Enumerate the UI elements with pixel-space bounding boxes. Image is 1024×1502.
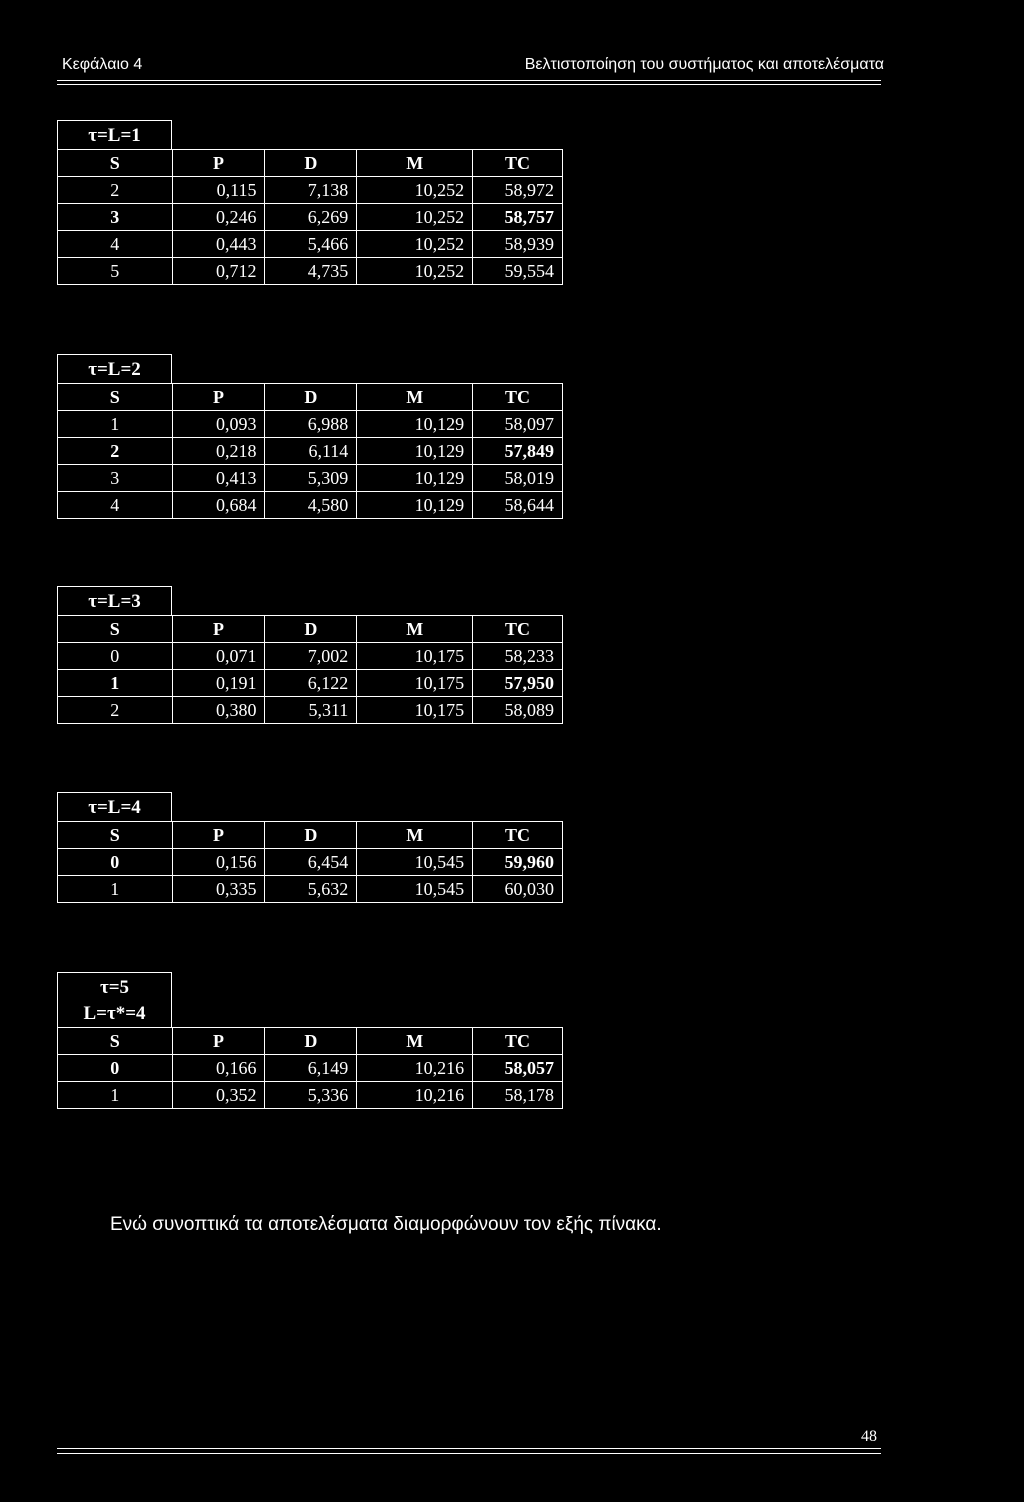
- table-cell-s: 3: [58, 465, 173, 492]
- table-cell-p: 0,335: [172, 876, 265, 903]
- table-cell-s: 1: [58, 876, 173, 903]
- table-cell-tc: 58,178: [473, 1082, 563, 1109]
- table-cell-s: 2: [58, 177, 173, 204]
- table-cell-tc: 58,233: [473, 643, 563, 670]
- table-cell-d: 4,735: [265, 258, 357, 285]
- column-header: S: [58, 150, 173, 177]
- chapter-label: Κεφάλαιο 4: [62, 56, 143, 73]
- table-cell-tc: 59,554: [473, 258, 563, 285]
- table-cell-d: 6,269: [265, 204, 357, 231]
- table-cell-s: 1: [58, 1082, 173, 1109]
- column-header: P: [172, 1028, 265, 1055]
- footer-rule-top: [57, 1448, 881, 1449]
- results-table-block: [57, 586, 563, 724]
- table-cell-s: 2: [58, 697, 173, 724]
- table-cell-d: 6,149: [265, 1055, 357, 1082]
- column-header: S: [58, 384, 173, 411]
- table-cell-d: 6,114: [265, 438, 357, 465]
- table-cell-tc: 58,972: [473, 177, 563, 204]
- table-cell-tc: 58,939: [473, 231, 563, 258]
- table-row: [58, 1082, 563, 1109]
- table-cell-m: 10,545: [357, 849, 473, 876]
- table-header-row: [58, 1028, 563, 1055]
- table-row: [58, 670, 563, 697]
- column-header: P: [172, 616, 265, 643]
- table-row: [58, 465, 563, 492]
- table-caption: [57, 586, 172, 615]
- table-cell-d: 7,002: [265, 643, 357, 670]
- table-cell-p: 0,380: [172, 697, 265, 724]
- column-header: M: [357, 822, 473, 849]
- table-cell-tc: 58,097: [473, 411, 563, 438]
- table-row: [58, 643, 563, 670]
- table-caption: [57, 792, 172, 821]
- table-cell-m: 10,129: [357, 465, 473, 492]
- table-cell-d: 7,138: [265, 177, 357, 204]
- table-row: [58, 411, 563, 438]
- column-header: P: [172, 384, 265, 411]
- column-header: TC: [473, 822, 563, 849]
- table-cell-s: 1: [58, 411, 173, 438]
- results-table: [57, 615, 563, 724]
- column-header: TC: [473, 1028, 563, 1055]
- column-header: D: [265, 616, 357, 643]
- header-rule-bottom: [57, 84, 881, 85]
- page-number: 48: [861, 1428, 877, 1445]
- table-caption-line: L=τ*=4: [83, 1003, 146, 1024]
- table-cell-p: 0,443: [172, 231, 265, 258]
- table-cell-p: 0,712: [172, 258, 265, 285]
- column-header: S: [58, 616, 173, 643]
- table-row: [58, 204, 563, 231]
- section-title: Βελτιστοποίηση του συστήματος και αποτελέσματα: [524, 56, 884, 73]
- table-cell-d: 6,122: [265, 670, 357, 697]
- table-cell-p: 0,093: [172, 411, 265, 438]
- table-cell-tc: 57,950: [473, 670, 563, 697]
- table-cell-s: 3: [58, 204, 173, 231]
- table-caption-line: τ=L=4: [88, 797, 141, 818]
- table-cell-m: 10,252: [357, 231, 473, 258]
- table-row: [58, 258, 563, 285]
- table-cell-tc: 58,089: [473, 697, 563, 724]
- results-table-block: [57, 354, 563, 519]
- table-cell-tc: 58,019: [473, 465, 563, 492]
- table-caption-line: τ=L=1: [88, 125, 141, 146]
- column-header: D: [265, 1028, 357, 1055]
- results-table: [57, 1027, 563, 1109]
- table-cell-m: 10,252: [357, 204, 473, 231]
- column-header: TC: [473, 616, 563, 643]
- table-cell-p: 0,352: [172, 1082, 265, 1109]
- table-cell-s: 4: [58, 492, 173, 519]
- table-cell-p: 0,115: [172, 177, 265, 204]
- table-caption-line: τ=L=2: [88, 359, 141, 380]
- table-cell-s: 4: [58, 231, 173, 258]
- table-cell-d: 5,311: [265, 697, 357, 724]
- table-cell-p: 0,413: [172, 465, 265, 492]
- table-cell-d: 5,632: [265, 876, 357, 903]
- footer-rule-bottom: [57, 1453, 881, 1454]
- table-cell-tc: 58,057: [473, 1055, 563, 1082]
- table-row: [58, 438, 563, 465]
- table-cell-m: 10,252: [357, 177, 473, 204]
- table-cell-p: 0,166: [172, 1055, 265, 1082]
- table-caption-line: τ=L=3: [88, 591, 141, 612]
- table-header-row: [58, 384, 563, 411]
- table-cell-s: 2: [58, 438, 173, 465]
- table-caption: [57, 354, 172, 383]
- table-caption: [57, 120, 172, 149]
- table-cell-s: 1: [58, 670, 173, 697]
- table-cell-tc: 58,757: [473, 204, 563, 231]
- column-header: M: [357, 384, 473, 411]
- column-header: M: [357, 1028, 473, 1055]
- table-row: [58, 492, 563, 519]
- table-cell-p: 0,246: [172, 204, 265, 231]
- column-header: TC: [473, 150, 563, 177]
- table-cell-m: 10,175: [357, 670, 473, 697]
- results-table: [57, 383, 563, 519]
- results-table-block: [57, 972, 563, 1109]
- table-cell-p: 0,156: [172, 849, 265, 876]
- results-table-block: [57, 792, 563, 903]
- summary-text: Ενώ συνοπτικά τα αποτελέσματα διαμορφώνουν τον εξής πίνακα.: [110, 1214, 662, 1235]
- table-row: [58, 1055, 563, 1082]
- column-header: TC: [473, 384, 563, 411]
- table-cell-d: 5,309: [265, 465, 357, 492]
- table-cell-tc: 60,030: [473, 876, 563, 903]
- table-row: [58, 876, 563, 903]
- table-caption: [57, 972, 172, 1027]
- table-row: [58, 697, 563, 724]
- table-cell-tc: 59,960: [473, 849, 563, 876]
- table-row: [58, 849, 563, 876]
- table-cell-d: 5,336: [265, 1082, 357, 1109]
- table-cell-m: 10,216: [357, 1055, 473, 1082]
- table-cell-m: 10,545: [357, 876, 473, 903]
- table-header-row: [58, 822, 563, 849]
- table-cell-s: 5: [58, 258, 173, 285]
- header-rule-top: [57, 80, 881, 81]
- table-cell-d: 4,580: [265, 492, 357, 519]
- table-cell-s: 0: [58, 643, 173, 670]
- table-cell-m: 10,129: [357, 492, 473, 519]
- column-header: D: [265, 384, 357, 411]
- table-cell-p: 0,218: [172, 438, 265, 465]
- column-header: S: [58, 822, 173, 849]
- table-cell-m: 10,216: [357, 1082, 473, 1109]
- table-cell-m: 10,175: [357, 643, 473, 670]
- table-cell-tc: 58,644: [473, 492, 563, 519]
- table-cell-s: 0: [58, 849, 173, 876]
- table-caption-line: τ=5: [99, 977, 130, 998]
- table-cell-s: 0: [58, 1055, 173, 1082]
- column-header: P: [172, 150, 265, 177]
- results-table: [57, 149, 563, 285]
- column-header: S: [58, 1028, 173, 1055]
- column-header: M: [357, 150, 473, 177]
- column-header: D: [265, 150, 357, 177]
- table-cell-m: 10,175: [357, 697, 473, 724]
- table-cell-p: 0,071: [172, 643, 265, 670]
- table-cell-d: 6,454: [265, 849, 357, 876]
- results-table: [57, 821, 563, 903]
- table-row: [58, 177, 563, 204]
- table-cell-m: 10,129: [357, 438, 473, 465]
- table-header-row: [58, 150, 563, 177]
- table-cell-tc: 57,849: [473, 438, 563, 465]
- table-header-row: [58, 616, 563, 643]
- column-header: M: [357, 616, 473, 643]
- column-header: D: [265, 822, 357, 849]
- table-cell-p: 0,684: [172, 492, 265, 519]
- table-cell-d: 5,466: [265, 231, 357, 258]
- table-cell-p: 0,191: [172, 670, 265, 697]
- column-header: P: [172, 822, 265, 849]
- table-cell-m: 10,252: [357, 258, 473, 285]
- table-cell-d: 6,988: [265, 411, 357, 438]
- table-row: [58, 231, 563, 258]
- table-cell-m: 10,129: [357, 411, 473, 438]
- results-table-block: [57, 120, 563, 285]
